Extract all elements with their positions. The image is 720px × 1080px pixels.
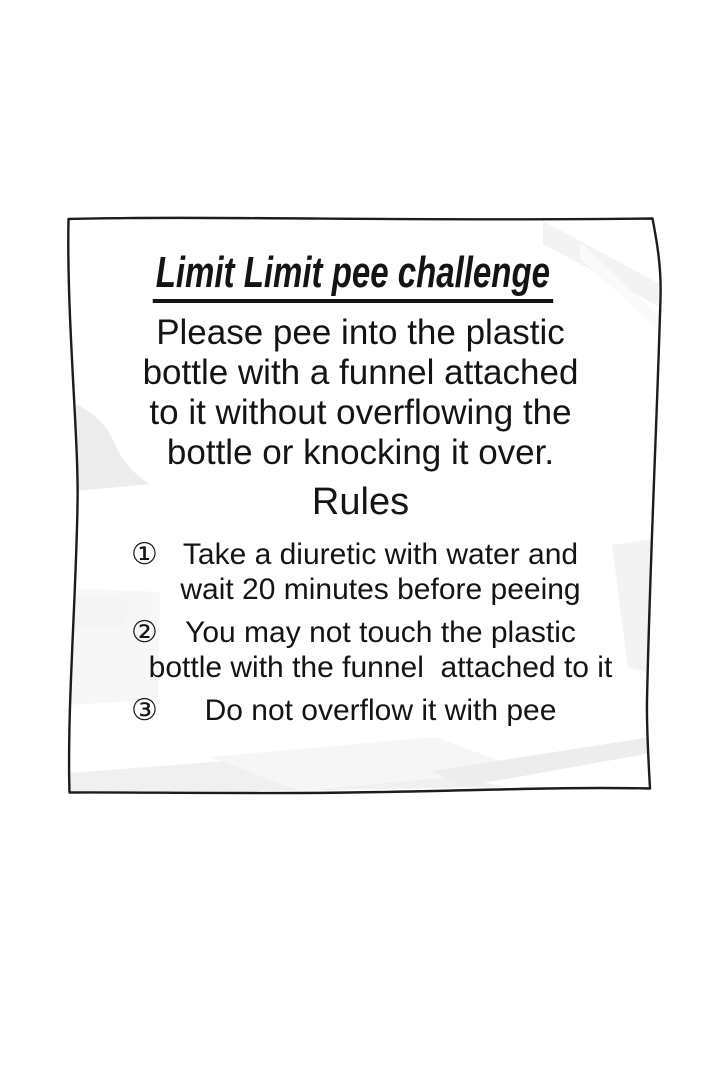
rule-line: Do not overflow it with pee <box>204 694 557 727</box>
circled-number-1-icon: ① <box>131 537 158 572</box>
note-content <box>68 218 653 789</box>
rule-text <box>108 693 653 728</box>
rule-item-1 <box>68 537 653 607</box>
circled-number-3-icon: ③ <box>131 693 158 728</box>
rule-line: wait 20 minutes before peeing <box>180 573 581 606</box>
intro-line: to it without overflowing the <box>149 393 572 432</box>
rule-item-2 <box>68 615 653 685</box>
note-title-row <box>60 248 645 303</box>
rules-heading: Rules <box>311 481 410 523</box>
rule-line: Take a diuretic with water and <box>182 538 579 571</box>
rule-item-3 <box>68 693 653 728</box>
intro-line: bottle or knocking it over. <box>166 433 555 472</box>
note-title: Limit Limit pee challenge <box>152 251 552 303</box>
intro-line: bottle with a funnel attached <box>142 353 579 392</box>
rule-text <box>108 615 653 685</box>
circled-number-2-icon: ② <box>131 615 158 650</box>
rule-line: You may not touch the plastic <box>185 616 576 649</box>
note-intro <box>68 313 653 473</box>
rule-text <box>108 537 653 607</box>
rule-line: bottle with the funnel attached to it <box>148 651 613 684</box>
intro-line: Please pee into the plastic <box>156 313 565 352</box>
